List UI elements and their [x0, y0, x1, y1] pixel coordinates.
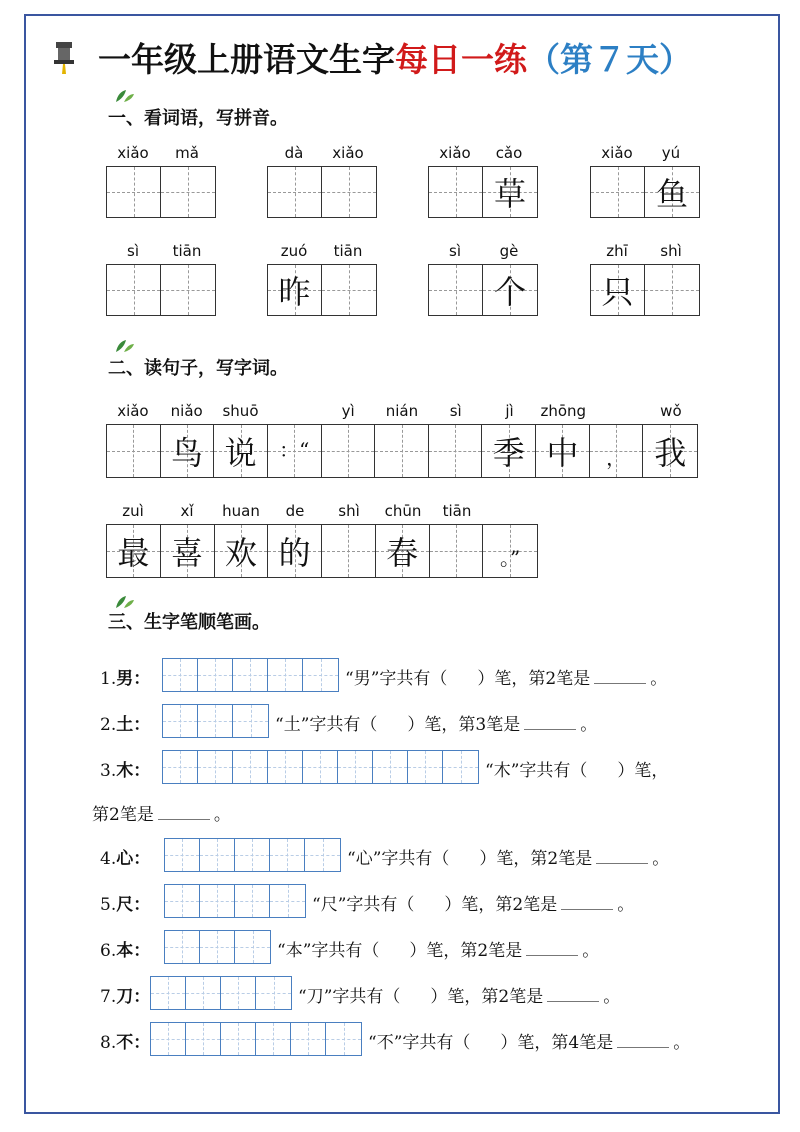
stroke-order-grid: [150, 976, 292, 1010]
stroke-answer-cell[interactable]: [338, 751, 373, 783]
target-char: 刀：: [116, 987, 151, 1007]
printed-char-cell: [268, 425, 322, 477]
answer-blank[interactable]: [617, 1033, 669, 1048]
question-text-part: ）笔，第2笔是: [479, 849, 593, 869]
answer-cell[interactable]: [430, 525, 484, 577]
stroke-answer-cell[interactable]: [408, 751, 443, 783]
printed-char-cell: [268, 525, 322, 577]
answer-cell[interactable]: [429, 425, 483, 477]
punctuation-text: ，: [606, 446, 627, 470]
question-end: 。: [603, 987, 621, 1007]
section1-heading: 一、看词语，写拼音。: [108, 108, 288, 129]
tianzige-box: [106, 264, 216, 316]
pinyin-label: sì: [127, 242, 139, 260]
printed-char-cell: [643, 425, 697, 477]
stroke-answer-cell[interactable]: [221, 977, 256, 1009]
stroke-answer-cell[interactable]: [198, 705, 233, 737]
pinyin-label: xiǎo: [332, 144, 364, 162]
stroke-question-row: [0, 750, 800, 784]
answer-blank[interactable]: [524, 715, 576, 730]
question-end: 。: [650, 669, 668, 689]
question-number: 4.: [100, 849, 117, 869]
punctuation-text: 。”: [500, 546, 521, 570]
stroke-answer-cell[interactable]: [200, 931, 235, 963]
question-text-part: “刀”字共有（: [298, 987, 401, 1007]
tianzige-box: [267, 264, 377, 316]
answer-blank[interactable]: [596, 849, 648, 864]
question-text-part: “不”字共有（: [368, 1033, 471, 1053]
target-char: 心：: [116, 849, 151, 869]
stroke-answer-cell[interactable]: [256, 1023, 291, 1055]
pinyin-label: zhī: [606, 242, 628, 260]
stroke-answer-cell[interactable]: [233, 659, 268, 691]
question-label: [100, 936, 150, 961]
pinyin-label: tiān: [442, 502, 472, 520]
question-text-part: ）笔，第2笔是: [477, 669, 591, 689]
pinyin-label: wǒ: [660, 402, 682, 420]
question-label: [100, 756, 150, 781]
stroke-question-row: [0, 838, 800, 872]
char-text: 春: [386, 534, 419, 572]
question-text-part: “本”字共有（: [277, 941, 380, 961]
printed-char-cell: [591, 265, 645, 315]
answer-cell[interactable]: [268, 167, 322, 217]
question-end: 。: [213, 805, 231, 825]
sentence-grid: [106, 524, 538, 578]
question-end: 。: [652, 849, 670, 869]
printed-char-cell: [590, 425, 644, 477]
pinyin-label: shì: [660, 242, 682, 260]
printed-char-cell: [536, 425, 590, 477]
printed-char-cell: [161, 425, 215, 477]
question-end: 。: [580, 715, 598, 735]
stroke-order-grid: [162, 658, 339, 692]
stroke-answer-cell[interactable]: [270, 885, 305, 917]
stroke-answer-cell[interactable]: [186, 977, 221, 1009]
pinyin-label: sì: [449, 402, 462, 420]
pinyin-label: sì: [449, 242, 461, 260]
char-text: 我: [654, 434, 687, 472]
pinyin-label: dà: [284, 144, 304, 162]
pinyin-label: gè: [499, 242, 519, 260]
leaf-icon: [114, 88, 136, 104]
question-text-part: ）笔，第2笔是: [444, 895, 558, 915]
stroke-answer-cell[interactable]: [200, 885, 235, 917]
question-end: 。: [582, 941, 600, 961]
section2-heading: 二、读句子，写字词。: [108, 358, 288, 379]
question-text-part: “土”字共有（: [275, 715, 378, 735]
printed-char-cell: [214, 425, 268, 477]
question-label: [100, 982, 150, 1007]
char-text: 鱼: [655, 175, 688, 213]
stroke-question-row: [0, 1022, 800, 1056]
answer-blank[interactable]: [547, 987, 599, 1002]
stroke-answer-cell[interactable]: [270, 839, 305, 871]
char-text: 只: [601, 273, 634, 311]
printed-char-cell: [483, 525, 537, 577]
question-text-part: “男”字共有（: [345, 669, 448, 689]
pinyin-label: mǎ: [175, 144, 199, 162]
answer-cell[interactable]: [322, 167, 376, 217]
printed-char-cell: [107, 525, 161, 577]
stroke-answer-cell[interactable]: [233, 751, 268, 783]
stroke-answer-cell[interactable]: [198, 659, 233, 691]
pinyin-label: niǎo: [170, 402, 203, 420]
stroke-answer-cell[interactable]: [163, 659, 198, 691]
question-label: [100, 844, 150, 869]
question-text-part: ）笔，: [617, 761, 669, 781]
stroke-answer-cell[interactable]: [151, 977, 186, 1009]
char-text: 欢: [224, 534, 257, 572]
pinyin-label: xiǎo: [601, 144, 633, 162]
stroke-order-grid: [164, 838, 341, 872]
char-text: 最: [117, 534, 150, 572]
answer-cell[interactable]: [429, 167, 483, 217]
printed-char-cell: [483, 265, 537, 315]
stroke-answer-cell[interactable]: [291, 1023, 326, 1055]
answer-blank[interactable]: [526, 941, 578, 956]
printed-char-cell: [645, 167, 699, 217]
stroke-question-row: [0, 704, 800, 738]
question-text: [485, 756, 668, 781]
stroke-question-row: [0, 976, 800, 1010]
stroke-answer-cell[interactable]: [235, 931, 270, 963]
tianzige-box: [590, 264, 700, 316]
answer-blank[interactable]: [594, 669, 646, 684]
stroke-answer-cell[interactable]: [268, 751, 303, 783]
tianzige-box: [267, 166, 377, 218]
char-text: 季: [492, 434, 525, 472]
answer-cell[interactable]: [429, 265, 483, 315]
question-number: 2.: [100, 715, 117, 735]
question-number: 7.: [100, 987, 117, 1007]
answer-blank[interactable]: [561, 895, 613, 910]
question-number: 6.: [100, 941, 117, 961]
answer-cell[interactable]: [591, 167, 645, 217]
pinyin-label: zuì: [122, 502, 144, 520]
stroke-answer-cell[interactable]: [443, 751, 478, 783]
question-text: [312, 890, 634, 915]
tianzige-box: [428, 264, 538, 316]
question-end: 。: [673, 1033, 691, 1053]
answer-cell[interactable]: [645, 265, 699, 315]
char-text: 的: [278, 534, 311, 572]
target-char: 土：: [116, 715, 151, 735]
tianzige-box: [590, 166, 700, 218]
question-label: [100, 890, 150, 915]
pinyin-label: cǎo: [495, 144, 523, 162]
stroke-answer-cell[interactable]: [165, 839, 200, 871]
question-text-part: 第2笔是: [92, 805, 154, 825]
stroke-answer-cell[interactable]: [235, 839, 270, 871]
leaf-icon: [114, 338, 136, 354]
stroke-answer-cell[interactable]: [268, 659, 303, 691]
pinyin-label: nián: [385, 402, 419, 420]
question-label: [100, 710, 150, 735]
question-text-part: “尺”字共有（: [312, 895, 415, 915]
question-label: [100, 1028, 150, 1053]
printed-char-cell: [483, 167, 537, 217]
stroke-order-grid: [162, 750, 479, 784]
printed-char-cell: [482, 425, 536, 477]
answer-cell[interactable]: [107, 425, 161, 477]
tianzige-box: [428, 166, 538, 218]
stroke-answer-cell[interactable]: [198, 751, 233, 783]
question-text: [347, 844, 669, 869]
target-char: 不：: [116, 1033, 151, 1053]
stroke-answer-cell[interactable]: [235, 885, 270, 917]
printed-char-cell: [161, 525, 215, 577]
pinyin-label: xiǎo: [439, 144, 471, 162]
stroke-answer-cell[interactable]: [165, 931, 200, 963]
stroke-question-wrap: [0, 794, 800, 828]
stroke-answer-cell[interactable]: [163, 705, 198, 737]
question-text: [277, 936, 599, 961]
stroke-order-grid: [164, 884, 306, 918]
printed-char-cell: [215, 525, 269, 577]
printed-char-cell: [268, 265, 322, 315]
pinyin-label: huan: [222, 502, 260, 520]
pinyin-label: xiǎo: [117, 402, 149, 420]
question-text: [345, 664, 667, 689]
char-text: 个: [493, 273, 526, 311]
answer-cell[interactable]: [107, 167, 161, 217]
question-text-part: ）笔，第3笔是: [407, 715, 521, 735]
char-text: 鸟: [170, 434, 203, 472]
answer-cell[interactable]: [322, 265, 376, 315]
question-text-part: ）笔，第4笔是: [500, 1033, 614, 1053]
stroke-answer-cell[interactable]: [305, 839, 340, 871]
stroke-answer-cell[interactable]: [233, 705, 268, 737]
punctuation-text: ：“: [279, 437, 310, 462]
stroke-order-grid: [162, 704, 269, 738]
char-text: 昨: [278, 273, 311, 311]
sentence-grid: [106, 424, 698, 478]
char-text: 中: [546, 434, 579, 472]
stroke-answer-cell[interactable]: [303, 751, 338, 783]
question-number: 5.: [100, 895, 117, 915]
pinyin-label: yì: [341, 402, 355, 420]
answer-cell[interactable]: [161, 265, 215, 315]
target-char: 木：: [116, 761, 151, 781]
answer-cell[interactable]: [161, 167, 215, 217]
question-text-part: “心”字共有（: [347, 849, 450, 869]
stroke-question-row: [0, 930, 800, 964]
answer-cell[interactable]: [107, 265, 161, 315]
pinyin-label: tiān: [172, 242, 202, 260]
question-text: [275, 710, 597, 735]
question-text: [298, 982, 620, 1007]
stroke-answer-cell[interactable]: [256, 977, 291, 1009]
target-char: 本：: [116, 941, 151, 961]
pinyin-label: xǐ: [180, 502, 194, 520]
question-number: 3.: [100, 761, 117, 781]
stroke-answer-cell[interactable]: [326, 1023, 361, 1055]
answer-cell[interactable]: [322, 525, 376, 577]
question-text: [368, 1028, 690, 1053]
page-title: 一年级上册语文生字每日一练（第７天）: [98, 40, 692, 79]
question-text: [92, 800, 231, 825]
stroke-answer-cell[interactable]: [200, 839, 235, 871]
stroke-order-grid: [164, 930, 271, 964]
target-char: 男：: [116, 669, 151, 689]
pinyin-label: shì: [338, 502, 360, 520]
question-number: 1.: [100, 669, 117, 689]
stroke-answer-cell[interactable]: [163, 751, 198, 783]
stroke-question-row: [0, 658, 800, 692]
pinyin-label: tiān: [333, 242, 363, 260]
stroke-answer-cell[interactable]: [221, 1023, 256, 1055]
question-text-part: ）笔，第2笔是: [430, 987, 544, 1007]
answer-cell[interactable]: [375, 425, 429, 477]
pinyin-label: yú: [661, 144, 681, 162]
question-end: 。: [617, 895, 635, 915]
stroke-answer-cell[interactable]: [186, 1023, 221, 1055]
stroke-answer-cell[interactable]: [151, 1023, 186, 1055]
target-char: 尺：: [116, 895, 151, 915]
pinyin-label: zhōng: [540, 402, 587, 420]
stroke-order-grid: [150, 1022, 362, 1056]
char-text: 说: [224, 434, 257, 472]
pinyin-label: jì: [505, 402, 514, 420]
question-text-part: “木”字共有（: [485, 761, 588, 781]
char-text: 草: [493, 175, 526, 213]
stroke-answer-cell[interactable]: [373, 751, 408, 783]
stroke-answer-cell[interactable]: [165, 885, 200, 917]
pinyin-label: de: [285, 502, 305, 520]
pinyin-label: shuō: [222, 402, 259, 420]
pinyin-label: chūn: [384, 502, 422, 520]
stroke-question-row: [0, 884, 800, 918]
pinyin-label: xiǎo: [117, 144, 149, 162]
question-number: 8.: [100, 1033, 117, 1053]
question-label: [100, 664, 150, 689]
char-text: 喜: [171, 534, 204, 572]
answer-cell[interactable]: [322, 425, 376, 477]
pinyin-label: zuó: [280, 242, 308, 260]
tianzige-box: [106, 166, 216, 218]
stroke-answer-cell[interactable]: [303, 659, 338, 691]
question-text-part: ）笔，第2笔是: [409, 941, 523, 961]
printed-char-cell: [376, 525, 430, 577]
answer-blank[interactable]: [158, 805, 210, 820]
section3-heading: 三、生字笔顺笔画。: [108, 612, 270, 633]
pushpin-icon: [52, 40, 76, 76]
